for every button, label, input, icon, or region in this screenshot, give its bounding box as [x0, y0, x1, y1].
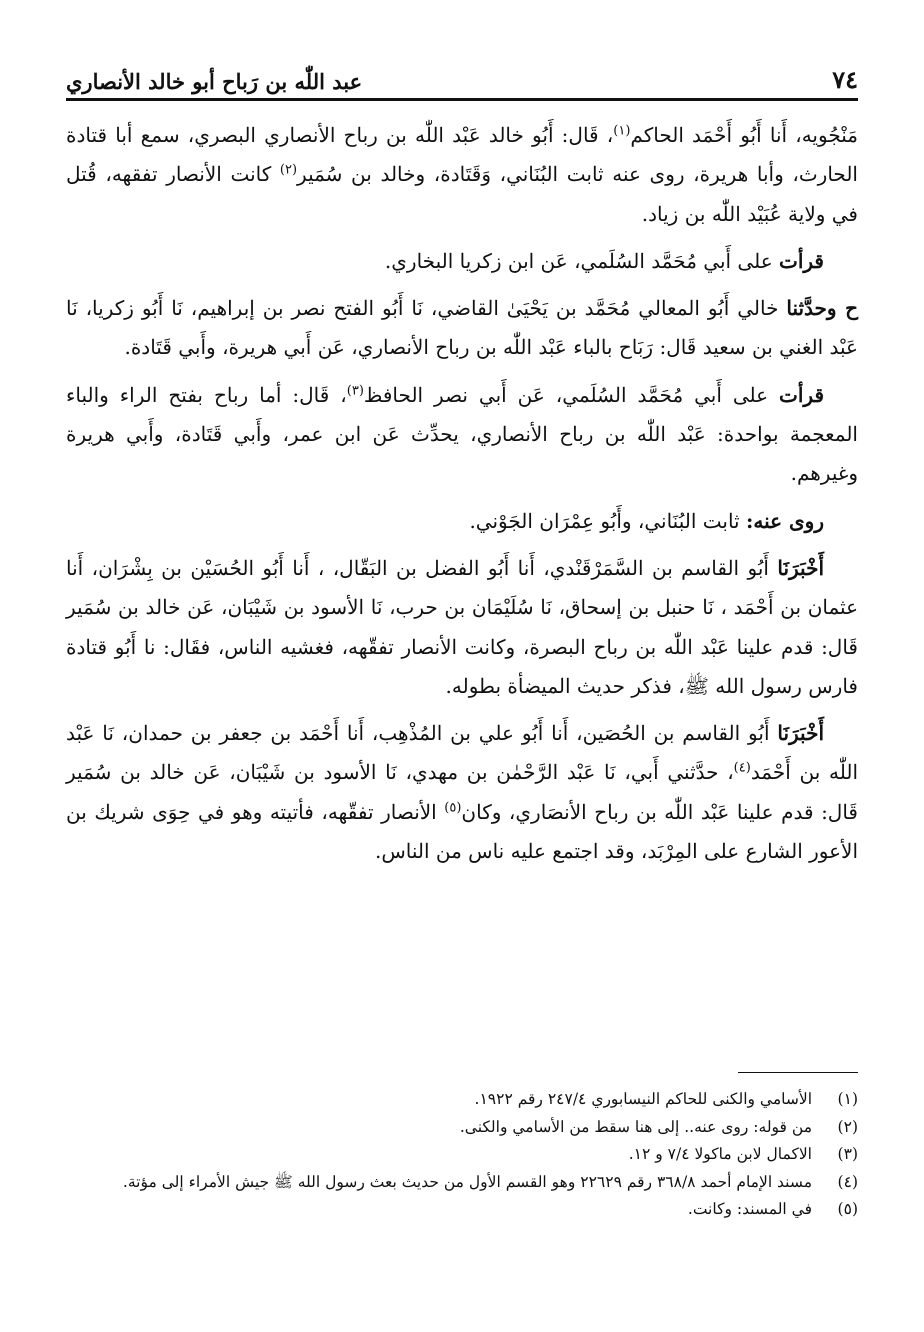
footnote-ref-5: (٥) — [444, 800, 462, 816]
paragraph-6 — [66, 549, 858, 706]
footnote-number: (٢) — [837, 1117, 858, 1136]
paragraph-lead: قرأت — [779, 382, 825, 407]
paragraph-3 — [66, 289, 858, 368]
text-run: على أَبي مُحَمَّد السُلَمي، عَن ابن زكريا البخاري. — [384, 248, 780, 273]
text-run: ، قَال: أما رباح بفتح الراء والباء المعجمة بواحدة: عَبْد اللّٰه بن رباح الأنصاري، يحدِّث عَن ابن عمر، وأَبي قَتَادة، وأَبي هريرة وغيرهم. — [66, 382, 858, 486]
paragraph-lead: قرأت — [779, 248, 824, 273]
paragraph-7 — [66, 714, 858, 871]
text-run: الأنصار تفقّهه، فأتيته وهو في حِوَى شريك بن الأعور الشارع على المِرْبَد، وقد اجتمع عليه ناس من الناس. — [66, 799, 858, 864]
footnote-text: مسند الإمام أحمد ٣٦٨/٨ رقم ٢٢٦٢٩ وهو القسم الأول من حديث بعث رسول الله ﷺ جيش الأمراء إلى مؤتة. — [122, 1172, 812, 1191]
footnote-3 — [66, 1141, 858, 1169]
footnote-ref-1: (١) — [613, 123, 631, 139]
running-title: عبد اللّٰه بن رَباح أبو خالد الأنصاري — [66, 69, 363, 94]
text-run: ، قَال: أَبُو خالد عَبْد اللّٰه بن رباح الأنصاري البصري، سمع أبا قتادة الحارث، وأبا هريرة، روى عنه ثابت البُنَاني، وَقَتَادة، وخالد بن سُمَير — [66, 123, 858, 187]
footnote-4 — [66, 1169, 858, 1197]
paragraph-lead: روى عنه: — [745, 508, 824, 533]
footnote-number: (٣) — [837, 1145, 858, 1164]
paragraph-lead: أَخْبَرَنَا — [777, 721, 824, 746]
footnote-divider — [738, 1072, 858, 1073]
footnote-text: في المسند: وكانت. — [687, 1200, 812, 1219]
footnote-text: من قوله: روى عنه.. إلى هنا سقط من الأسامي والكنى. — [459, 1117, 812, 1136]
paragraph-lead: أَخْبَرَنَا — [777, 555, 824, 580]
paragraph-2 — [66, 242, 858, 281]
page-header — [66, 56, 858, 101]
footnote-5 — [66, 1196, 858, 1224]
text-run: أَبُو القاسم بن الحُصَين، أَنا أَبُو علي بن المُذْهِب، أَنا أَحْمَد بن جعفر بن حمدان، نَا عَبْد اللّٰه بن أَحْمَد — [66, 721, 859, 785]
paragraph-5 — [66, 502, 858, 541]
footnote-text: الاكمال لابن ماكولا ٧/٤ و ١٢. — [628, 1145, 812, 1164]
text-run: ، حدَّثني أَبي، نَا عَبْد الرَّحْمٰن بن مهدي، نَا الأسود بن شَيْبَان، عَن خالد بن سُمَير قَال: قدم علينا عَبْد اللّٰه بن رباح الأنصَاري، وكان — [66, 760, 858, 824]
footnote-2 — [66, 1114, 858, 1142]
text-run: ثابت البُنَاني، وأَبُو عِمْرَان الجَوْني. — [469, 508, 746, 533]
text-run: خالي أَبُو المعالي مُحَمَّد بن يَحْيَىٰ القاضي، نَا أَبُو الفتح نصر بن إبراهيم، نَا أَبُو زكريا، نَا عَبْد الغني بن سعيد قَال: رَبَاح بالباء عَبْد اللّٰه بن رباح الأنصاري، عَن أَبي هريرة، وأَبي قَتَادة. — [66, 296, 858, 360]
footnote-number: (٥) — [837, 1200, 858, 1219]
footnote-ref-2: (٢) — [279, 162, 298, 178]
page-number: ٧٤ — [832, 65, 858, 94]
paragraph-4 — [66, 376, 858, 494]
footnote-1 — [66, 1086, 858, 1114]
footnote-number: (١) — [837, 1090, 858, 1108]
text-run: مَنْجُويه، أَنا أَبُو أَحْمَد الحاكم — [630, 123, 858, 147]
paragraph-lead: ح وحدَّثنا — [786, 296, 859, 321]
main-text — [66, 116, 858, 879]
footnote-ref-4: (٤) — [733, 760, 751, 776]
footnote-text: الأسامي والكنى للحاكم النيسابوري ٢٤٧/٤ رقم ١٩٢٢. — [474, 1090, 812, 1108]
text-run: كانت الأنصار تفقهه، قُتل في ولاية عُبَيْد اللّٰه بن زياد. — [66, 162, 858, 226]
footnote-number: (٤) — [837, 1172, 858, 1191]
text-run: على أَبي مُحَمَّد السُلَمي، عَن أَبي نصر الحافظ — [363, 382, 780, 407]
footnote-ref-3: (٣) — [346, 383, 364, 399]
text-run: أَبُو القاسم بن السَّمَرْقَنْدي، أَنا أَبُو الفضل بن البَقّال، ، أَنا أَبُو الحُسَيْن بن بِشْرَان، أَنا عثمان بن أَحْمَد ، نَا حنبل بن إسحاق، نَا سُلَيْمَان بن حرب، نَا الأسود بن شَيْبَان، عَن خالد بن سُمَير قَال: قدم علينا عَبْد اللّٰه بن رباح البصرة، وكانت الأنصار تفقّهه، فغشيه الناس، فقَال: نا أَبُو قتادة فارس رسول الله ﷺ، فذكر حديث الميضأة بطوله. — [66, 555, 859, 698]
footnotes — [66, 1086, 858, 1224]
paragraph-1 — [66, 116, 858, 234]
